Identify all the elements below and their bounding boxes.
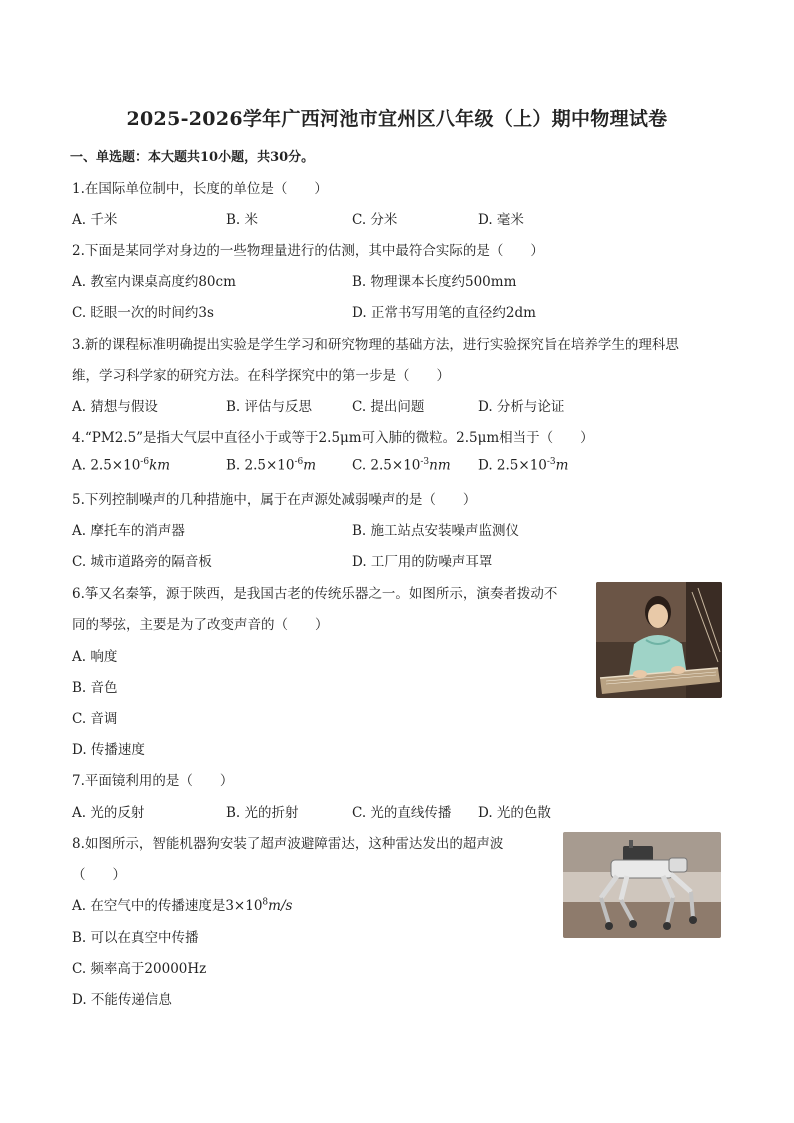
section-heading: 一、单选题：本大题共10小题，共30分。 — [70, 150, 315, 165]
q2-option-b: B. 物理课本长度约500mm — [352, 274, 517, 290]
q3-option-d: D. 分析与论证 — [478, 399, 565, 415]
q6-option-a: A. 响度 — [72, 649, 118, 665]
q4-a-base: A. 2.5×10 — [72, 457, 141, 474]
q8-a-exp: 8 — [262, 897, 269, 908]
q6-option-d: D. 传播速度 — [72, 742, 145, 758]
q4-d-unit: m — [555, 457, 569, 474]
question-5-stem: 5.下列控制噪声的几种措施中，属于在声源处减弱噪声的是（ ） — [72, 492, 477, 508]
q1-option-a: A. 千米 — [72, 212, 118, 228]
question-3-stem-line-1: 3.新的课程标准明确提出实验是学生学习和研究物理的基础方法，进行实验探究旨在培养学生的理科思 — [72, 337, 679, 353]
q2-option-a: A. 教室内课桌高度约80cm — [72, 274, 236, 290]
q7-option-a: A. 光的反射 — [72, 805, 145, 821]
q4-d-exp: -3 — [546, 457, 556, 467]
q2-option-d: D. 正常书写用笔的直径约2dm — [352, 305, 536, 321]
question-4-stem: 4.“PM2.5”是指大气层中直径小于或等于2.5μm可入肺的微粒。2.5μm相当于（ ） — [72, 430, 594, 446]
question-2-stem: 2.下面是某同学对身边的一些物理量进行的估测，其中最符合实际的是（ ） — [72, 243, 544, 259]
q8-option-c: C. 频率高于20000Hz — [72, 961, 207, 977]
q4-c-exp: -3 — [420, 457, 430, 467]
q4-a-unit: km — [149, 457, 171, 474]
q4-b-exp: -6 — [294, 457, 304, 467]
q4-option-d — [478, 457, 568, 474]
q7-option-b: B. 光的折射 — [226, 805, 299, 821]
q6-option-c: C. 音调 — [72, 711, 118, 727]
exam-title: 2025-2026学年广西河池市宜州区八年级（上）期中物理试卷 — [126, 108, 668, 130]
q1-option-c: C. 分米 — [352, 212, 398, 228]
q5-option-b: B. 施工站点安装噪声监测仪 — [352, 523, 520, 539]
question-7-stem: 7.平面镜利用的是（ ） — [72, 773, 234, 789]
question-6-stem-line-1: 6.筝又名秦筝，源于陕西，是我国古老的传统乐器之一。如图所示，演奏者拨动不 — [72, 586, 558, 602]
q7-option-d: D. 光的色散 — [478, 805, 551, 821]
q8-option-a — [72, 894, 292, 914]
q2-option-c: C. 眨眼一次的时间约3s — [72, 305, 214, 321]
q5-option-d: D. 工厂用的防噪声耳罩 — [352, 554, 493, 570]
q4-b-unit: m — [303, 457, 317, 474]
q8-option-b: B. 可以在真空中传播 — [72, 930, 199, 946]
q8-a-unit: m/s — [268, 898, 293, 914]
q4-b-base: B. 2.5×10 — [226, 457, 295, 474]
question-1-stem: 1.在国际单位制中，长度的单位是（ ） — [72, 181, 328, 197]
q1-option-b: B. 米 — [226, 212, 259, 228]
question-3-stem-line-2: 维，学习科学家的研究方法。在科学探究中的第一步是（ ） — [72, 368, 450, 384]
q8-a-base: A. 在空气中的传播速度是3×10 — [72, 898, 263, 914]
q1-option-d: D. 毫米 — [478, 212, 524, 228]
robot-dog-image — [563, 832, 721, 938]
q5-option-a: A. 摩托车的消声器 — [72, 523, 185, 539]
q4-option-c — [352, 457, 451, 474]
question-6-stem-line-2: 同的琴弦，主要是为了改变声音的（ ） — [72, 617, 329, 633]
q4-a-exp: -6 — [140, 457, 150, 467]
q5-option-c: C. 城市道路旁的隔音板 — [72, 554, 212, 570]
q4-c-base: C. 2.5×10 — [352, 457, 421, 474]
q6-option-b: B. 音色 — [72, 680, 118, 696]
question-8-stem-line-2: （ ） — [72, 867, 126, 883]
q8-option-d: D. 不能传递信息 — [72, 992, 172, 1008]
q7-option-c: C. 光的直线传播 — [352, 805, 452, 821]
q3-option-b: B. 评估与反思 — [226, 399, 313, 415]
q4-option-b — [226, 457, 316, 474]
q3-option-c: C. 提出问题 — [352, 399, 425, 415]
q4-d-base: D. 2.5×10 — [478, 457, 547, 474]
question-8-stem-line-1: 8.如图所示，智能机器狗安装了超声波避障雷达，这种雷达发出的超声波 — [72, 836, 504, 852]
q3-option-a: A. 猜想与假设 — [72, 399, 158, 415]
guzheng-player-image — [596, 582, 722, 698]
q4-option-a — [72, 457, 170, 474]
q4-c-unit: nm — [429, 457, 451, 474]
